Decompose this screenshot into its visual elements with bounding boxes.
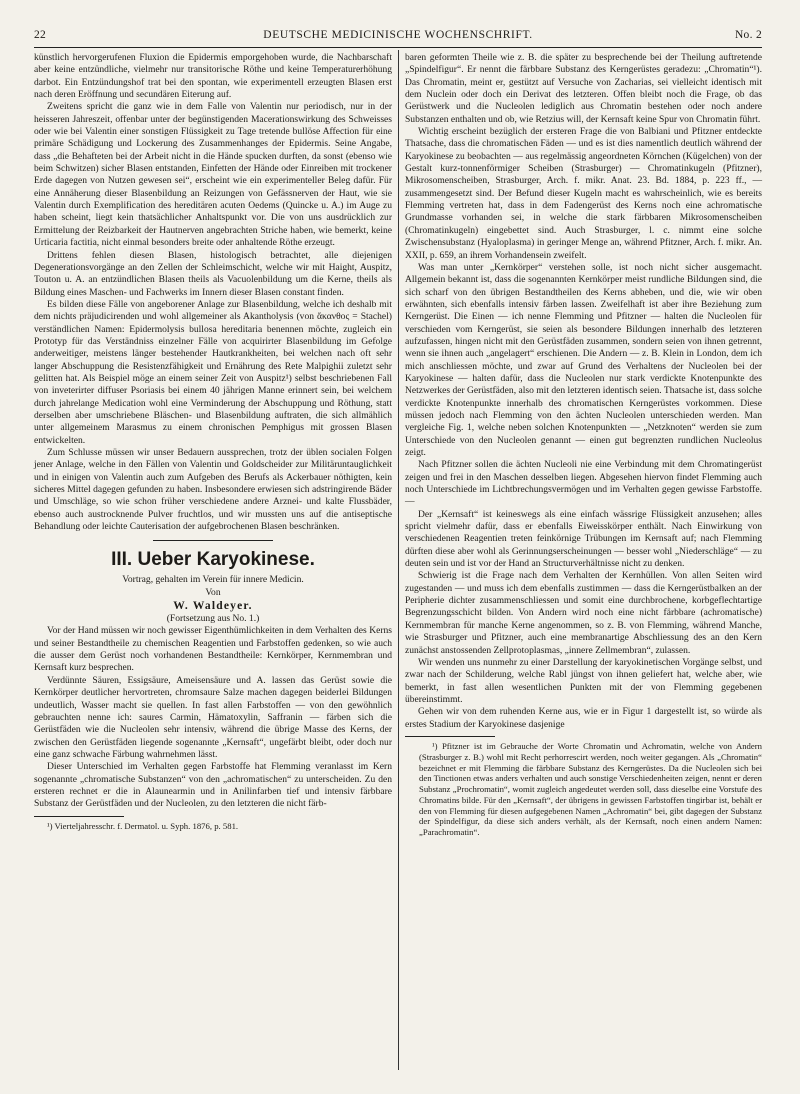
footnote: ¹) Pfitzner ist im Gebrauche der Worte Chromatin und Achromatin, welche von Andern (Strasburger z. B.) wohl mit Recht perhorrescirt werden, noch weiter gegangen. Als „Chromatin“ bezeichnet er mit Flemming die färbbare Substanz des Kerngerüstes. Da die Nucleolen sich bei den Tinctionen etwas anders verhalten und auch sonstige Verschiedenheiten zeigen, nennt er deren Substanz „Prochromatin“, womit zugleich angedeutet werden soll, dass dieselbe eine Vorstufe des Chromatins bilde. Für den „Kernsaft“, der übrigens in gewissen Farbstoffen tingirbar ist, behält er den von Flemming für diesen aufgegebenen Namen „Achromatin“ bei, gibt dagegen der Substanz der Spindelfigur, da diese sich anders verhält, als der Kernsaft, noch einen andern Namen: „Parachromatin“. (419, 740, 762, 838)
column-divider (398, 50, 399, 1070)
paragraph: Drittens fehlen diesen Blasen, histologisch betrachtet, alle diejenigen Degenerationsvorgänge an den Zellen der Schleimschicht, welche wir mit Haight, Auspitz, Touton u. A. an entzündlichen Blasen theils als Vacuolenbildung um die Kerne, theils als Bildung eines Maschen- und Fachwerks im Innern dieser Blasen constant finden. (34, 249, 392, 298)
paragraph: Dieser Unterschied im Verhalten gegen Farbstoffe hat Flemming veranlasst im Kern sogenannte „chromatische Substanzen“ von den „achromatischen“ zu unterscheiden. Zu den ersteren rechnet er die in Alaunearmin und in Anilinfarben tief und intensiv färbbare Substanz der Gerüstfäden und der Nucleolen, zu den letzteren die nicht färb- (34, 761, 392, 810)
footnote: ¹) Vierteljahresschr. f. Dermatol. u. Syph. 1876, p. 581. (47, 820, 239, 831)
paragraph: Vor der Hand müssen wir noch gewisser Eigenthümlichkeiten in dem Verhalten des Kerns und seiner Bestandtheile zu chemischen Reagentien und Farbstoffen gedenken, so wie auch die ausser dem Gerüst noch vorhandenen Bestandtheile: Kernkörper, Kernmembran und Kernsaft kurz besprechen. (34, 625, 392, 674)
paragraph: Wir wenden uns nunmehr zu einer Darstellung der karyokinetischen Vorgänge selbst, und zwar nach der Schilderung, welche Rabl jüngst von ihnen geliefert hat, welche aber, wie bemerkt, in fast allen wesentlichen Punkten mit der von Flemming gegebenen übereinstimmt. (405, 656, 762, 705)
paragraph: Gehen wir von dem ruhenden Kerne aus, wie er in Figur 1 dargestellt ist, so würde als erstes Stadium der Karyokinese dasjenige (405, 706, 762, 730)
left-column (34, 52, 392, 831)
author-name: W. Waldeyer. (173, 600, 253, 613)
page-header (34, 27, 762, 45)
footnote-rule (34, 816, 124, 817)
paragraph: künstlich hervorgerufenen Fluxion die Epidermis emporgehoben wurde, die Nachbarschaft aber keine entzündliche, vielmehr nur transitorische Röthe und keine Temperaturerhöhung darbot. Ein Entzündungshof trat bei den spontan, wie experimentell erzeugten Blasen erst nach deren Eröffnung und secundären Eiterung auf. (34, 52, 392, 101)
paragraph: Verdünnte Säuren, Essigsäure, Ameisensäure und A. lassen das Gerüst sowie die Kernkörper deutlicher hervortreten, chromsaure Salze machen dagegen beiderlei Bildungen undeutlich, Wasser macht sie quellen. In fast allen Farbstoffen — von den gewöhnlich gebrauchten nenne ich: saures Carmin, Hämatoxylin, Saffranin — färben sich die Gerüstfäden wie die Nucleolen sehr intensiv, während die übrige Masse des Kerns, der zwischen den Gerüstfäden liegende sogenannte „Kernsaft“, ungefärbt bleibt, oder doch nur eine ganz schwache Färbung wahrnehmen lässt. (34, 674, 392, 760)
paragraph: Schwierig ist die Frage nach dem Verhalten der Kernhüllen. Von allen Seiten wird zugestanden — und muss ich dem ebenfalls zustimmen — dass die Kerngerüstbalken an der Peripherie dichter zusammenschliessen und somit eine durchbrochene, korbgeflechtartige Begrenzungsschicht bilden. Von Andern wird noch eine nicht färbbare (achromatische) Kernmembran für manche Kerne angenommen, so z. B. von Flemming, während Manche, wie Strasburger und Pfitzner, auch eine membranartige Abschliessung des an den Kern zunächst anstossenden Zellprotoplasmas, „innere Zellmembran“, zulassen. (405, 570, 762, 656)
paragraph: Was man unter „Kernkörper“ verstehen solle, ist noch nicht sicher ausgemacht. Allgemein bekannt ist, dass die sogenannten Kernkörper meist rundliche Bildungen sind, die sich scharf von den übrigen Bestandtheilen des Kerns abheben, und die, wie wir oben erwähnten, sich ebenfalls intensiv färben lassen. Zweifelhaft ist aber ihre Beziehung zum Kerngerüst. Die Einen — ich nenne Flemming und Pfitzner — halten die Nucleolen für verschieden vom Kerngerüst, sie seien als besondere Bildungen innerhalb des letzteren aufzufassen, hingen nicht mit den Gerüstfäden zusammen, sondern seien von ihnen getrennt, wenn sie ihnen auch „angelagert“ erschienen. Die Andern — z. B. Klein in London, dem ich mich anschliessen möchte, und zwar auf Grund des Verhaltens der Nucleolen bei der Karyokinese — halten dafür, dass die Nucleolen nur stark verdickte Knotenpunkte des Netzwerkes der Gerüstfäden, also mit den letzteren identisch seien. Thatsache ist, dass solche verdickte Knotenpunkte innerhalb des chromatischen Kerngerüstes vorkommen. Diese müssen jedoch nach Flemming von den ächten Nucleolen unterschieden werden. Man vergleiche Fig. 1, welche neben solchen Knotenpunkten — „Netzknoten“ werden sie zum Unterschiede von den Nucleolen genannt — einen gut begrenzten rundlichen Nucleolus zeigt. (405, 261, 762, 458)
continuation-note: (Fortsetzung aus No. 1.) (166, 613, 260, 625)
paragraph: Zum Schlusse müssen wir unser Bedauern aussprechen, trotz der üblen socialen Folgen jener Anlage, welche in den Fällen von Valentin und Goldscheider zur Militäruntauglichkeit und in einigen von Valentin auch zum Aufgeben des Berufs als Ackerbauer nöthigten, kein sicheres Mittel dagegen gefunden zu haben. Insbesondere erwiesen sich adstringirende Bäder und Umschläge, so wie schon früher verschiedene andere Arznei- und kalte Flussbäder, ebenso auch austrocknende Pulver fruchtlos, und wir mussten uns auf die antiseptische Behandlung oder leichte Cauterisation der aufgebrochenen Blasen beschränken. (34, 447, 392, 533)
footnote-rule (405, 736, 495, 737)
section-subtitle: Vortrag, gehalten im Verein für innere Medicin. (122, 574, 304, 586)
paragraph: Zweitens spricht die ganz wie in dem Falle von Valentin nur periodisch, nur in der heisseren Jahreszeit, offenbar unter der begünstigenden Macerationswirkung des Schweisses oder wie bei Valentin einer sonstigen Flüssigkeit zu Tage tretende bullöse Affection für eine primäre Schädigung und Lockerung des Zusammenhanges der Epidermis. Seine Angabe, dass „die Behafteten bei der Arbeit nicht in die Hände spucken durften, da sonst (ebenso wie beim Schwitzen) sicher Blasen entstanden, Einfetten der Hände oder Einreiben mit trockener Erde dagegen von Nutzen gewesen sei“, erscheint wie ein experimenteller Beleg dafür. Für eine Annäherung dieser Blasenbildung an Reizungen von Gefässnerven der Haut, wie sie Valentin durch Exemplification des hereditären acuten Oedems (Quincke u. A.) im Auge zu haben scheint, liegt kein thatsächlicher Anhaltspunkt vor. Die von uns ausdrücklich zur Ermittelung der Reizbarkeit der Hautnerven angebrachten Striche haben, wie bemerkt, keine Urticaria factitia, nicht einmal besonders breite oder anhaltende Röthe erzeugt. (34, 101, 392, 249)
paragraph: Es bilden diese Fälle von angeborener Anlage zur Blasenbildung, welche ich deshalb mit dem nichts präjudicirenden und wohl allgemeiner als Akantholysis (von ἄκανθος = Stachel) verständlichen Namen: Epidermolysis bullosa hereditaria benennen möchte, zugleich ein Prototyp für das Verständniss einzelner Fälle von acquirirter Blasenbildung im Gefolge anderweitiger, meistens länger bestehender Hautkrankheiten, bei welchen nach oft sehr langer Abschuppung die Resistenzfähigkeit und Ernährung des Rete Malpighii zuletzt sehr gelitten hat. Als Beispiel möge an einem seiner Zeit von Auspitz¹) selbst beschriebenen Fall von inveterirter diffuser Psoriasis bei einem 40 jährigen Manne erinnert sein, bei welchem durch jahrelange Medication wohl eine Verminderung der Abschuppung und Röthung, statt derselben aber umschriebene Bläschen- und Blasenbildung auftraten, die sich allmählich unter allgemeinem Marasmus zu einem chronischen Pemphigus mit grossen Blasen entwickelten. (34, 298, 392, 446)
header-rule (34, 47, 762, 48)
paragraph: baren geformten Theile wie z. B. die später zu besprechende bei der Theilung auftretende „Spindelfigur“. Er nennt die färbbare Substanz des Kerngerüstes geradezu: „Chromatin“¹). Das Chromatin, meint er, gestützt auf Versuche von Zacharias, sei vielleicht identisch mit dem Nuclein oder doch ein Derivat des letzteren. Offen bleibt noch die Frage, ob das Gerüstwerk und die Nucleolen lediglich aus Chromatin bestehen oder noch andere Substanzen enthalten und ob, wie Retzius will, der Kernsaft keine Spur von Chromatin führt. (405, 52, 762, 125)
paragraph: Der „Kernsaft“ ist keineswegs als eine einfach wässrige Flüssigkeit anzusehen; alles spricht vielmehr dafür, dass er ebenfalls Eiweisskörper enthält. Nach Einwirkung von verschiedenen Reagentien treten feinkörnige Trübungen im Kernsaft auf; nach Flemming dürften diese aber wohl als Gerinnungserscheinungen — besser wohl „Niederschläge“ — zu deuten sein und ist vor der Hand an Structurverhältnisse nicht zu denken. (405, 508, 762, 570)
paragraph: Wichtig erscheint bezüglich der ersteren Frage die von Balbiani und Pfitzner entdeckte Thatsache, dass die chromatischen Fäden — und es ist dies namentlich deutlich während der Karyokinese zu beobachten — aus regelmässig angeordneten Körnchen (Kügelchen) von der Gestalt kurz-tonnenförmiger Scheiben (Strasburger) — Chromatinkugeln (Pfitzner), Mikrosomenscheiben, Strasburger, Arch. f. mikr. Anat. 23. Bd. 1884, p. 223 ff., — zusammengesetzt sind. Der Befund dieser Kugeln macht es wahrscheinlich, wie es bereits Flemming vertreten hat, dass in dem Fadengerüst des Kerns noch eine achromatische Grundmasse vorhanden sei, in welche die stark färbbaren Mikrosomenscheiben (Chromatinkugeln) eingebettet sind. Auch Strasburger, l. c. nimmt eine solche Zwischensubstanz (Hyaloplasma) in geringer Menge an, während Pfitzner, Arch. f. mikr. An. XXII, p. 659, an ihrem Vorhandensein zweifelt. (405, 126, 762, 261)
section-title: III. Ueber Karyokinese. (111, 549, 315, 571)
journal-title: DEUTSCHE MEDICINISCHE WOCHENSCHRIFT. (263, 29, 533, 41)
page-number: 22 (34, 29, 47, 41)
author-prefix: Von (205, 586, 221, 598)
right-column (405, 52, 762, 838)
paragraph: Nach Pfitzner sollen die ächten Nucleoli nie eine Verbindung mit dem Chromatingerüst zeigen und frei in den Maschen desselben liegen. Abgesehen hiervon findet Flemming auch noch Unterschiede im Lichtbrechungsvermögen und im Verhalten gegen gewisse Farbstoffe. — (405, 459, 762, 508)
issue-number: No. 2 (734, 29, 762, 41)
section-divider (153, 540, 273, 541)
